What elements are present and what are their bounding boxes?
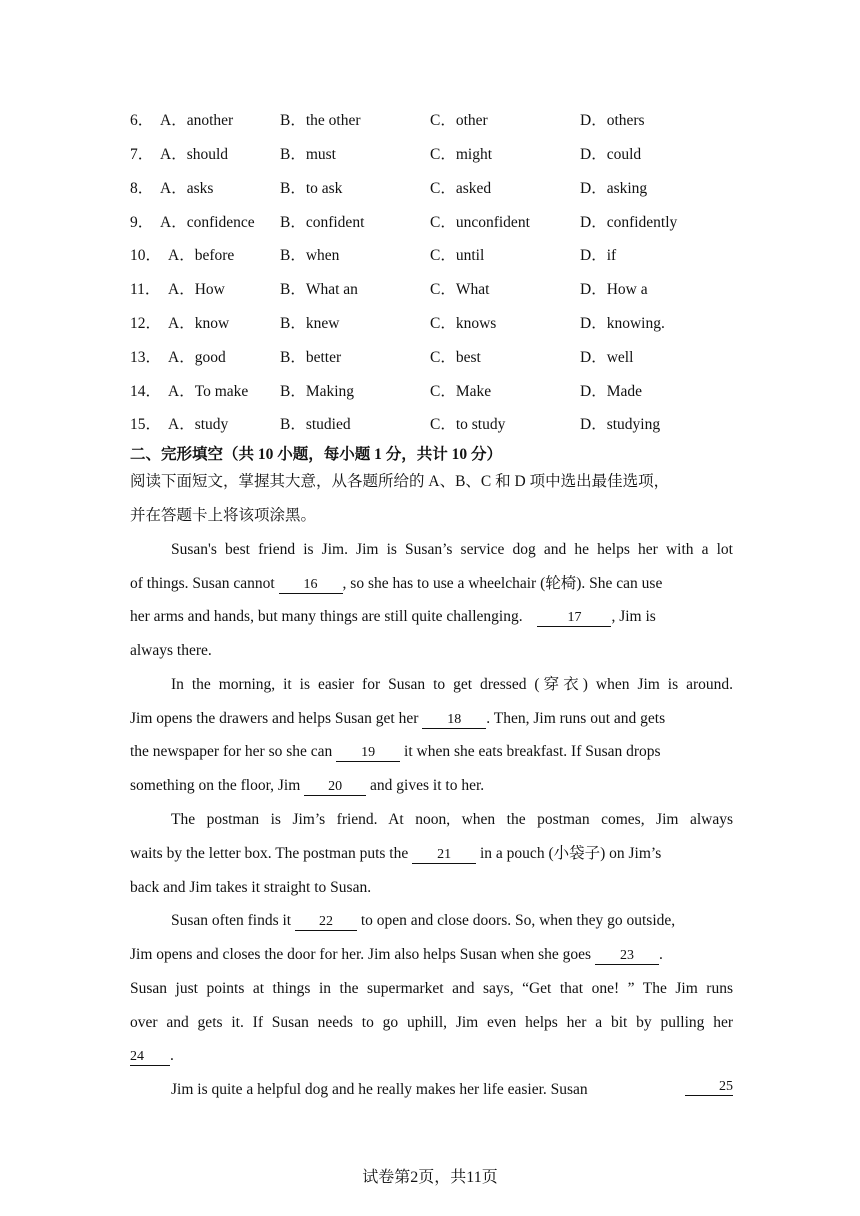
passage-text: of things. Susan cannot: [130, 575, 279, 592]
question-number: 11．: [130, 281, 161, 298]
option-c: C．unconfident: [430, 214, 530, 231]
option-c: C．asked: [430, 180, 492, 197]
question-number: 9．: [130, 214, 154, 231]
passage-text: .: [658, 946, 663, 963]
option-a: A．asks: [160, 180, 214, 197]
passage-text: in a pouch (小袋子) on Jim’s: [476, 845, 662, 862]
passage-text: it when she eats breakfast. If Susan drops: [400, 743, 661, 760]
option-c: C．What: [430, 281, 490, 298]
passage-line: Susan's best friend is Jim. Jim is Susan’s service dog and he helps her with a lot: [171, 541, 733, 558]
option-a: A．should: [160, 146, 229, 163]
passage-text: her arms and hands, but many things are still quite challenging.: [130, 608, 527, 625]
passage-text: the newspaper for her so she can: [130, 743, 337, 760]
option-d: D．studying: [580, 416, 661, 433]
option-c: C．Make: [430, 383, 492, 400]
option-d: D．others: [580, 112, 645, 129]
option-a: A．good: [168, 349, 226, 366]
passage-line: over and gets it. If Susan needs to go uphill, Jim even helps her a bit by pulling her: [130, 1014, 733, 1031]
passage-text: Susan often finds it: [171, 912, 295, 929]
passage-line: [130, 573, 733, 595]
option-b: B．studied: [280, 416, 351, 433]
instruction-line: 阅读下面短文，掌握其大意，从各题所给的 A、B、C 和 D 项中选出最佳选项，: [130, 473, 670, 490]
option-b: B．must: [280, 146, 336, 163]
option-c: C．other: [430, 112, 488, 129]
passage-text: Jim opens and closes the door for her. Jim also helps Susan when she goes: [130, 946, 595, 963]
question-number: 8．: [130, 180, 154, 197]
question-number: 7．: [130, 146, 154, 163]
option-d: D．asking: [580, 180, 648, 197]
blank-24[interactable]: 24: [130, 1049, 170, 1066]
option-d: D．confidently: [580, 214, 678, 231]
passage-line: always there.: [130, 642, 212, 659]
option-c: C．to study: [430, 416, 506, 433]
instruction-line: 并在答题卡上将该项涂黑。: [130, 507, 317, 524]
option-d: D．if: [580, 247, 617, 264]
option-d: D．Made: [580, 383, 642, 400]
option-b: B．when: [280, 247, 340, 264]
passage-text: to open and close doors. So, when they go outside,: [357, 912, 676, 929]
question-number: 14．: [130, 383, 162, 400]
option-c: C．might: [430, 146, 493, 163]
option-b: B．Making: [280, 383, 355, 400]
blank-16[interactable]: 16: [279, 577, 343, 594]
passage-line: [171, 910, 733, 932]
question-number: 10．: [130, 247, 162, 264]
option-d: D．How a: [580, 281, 648, 298]
passage-text: Jim is quite a helpful dog and he really makes her life easier. Susan: [171, 1081, 588, 1098]
passage-line: [130, 843, 733, 865]
option-a: A．confidence: [160, 214, 255, 231]
passage-text: Jim opens the drawers and helps Susan get her: [130, 710, 423, 727]
option-a: A．know: [168, 315, 230, 332]
option-d: D．knowing.: [580, 315, 665, 332]
blank-22[interactable]: 22: [295, 914, 357, 931]
blank-23[interactable]: 23: [595, 948, 659, 965]
passage-line: [171, 1079, 733, 1101]
option-a: A．before: [168, 247, 235, 264]
passage-line: [130, 606, 733, 628]
option-b: B．better: [280, 349, 342, 366]
option-c: C．until: [430, 247, 485, 264]
blank-20[interactable]: 20: [304, 779, 366, 796]
option-b: B．the other: [280, 112, 361, 129]
question-number: 13．: [130, 349, 162, 366]
question-number: 12．: [130, 315, 162, 332]
option-d: D．could: [580, 146, 642, 163]
option-b: B．to ask: [280, 180, 343, 197]
passage-text: . Then, Jim runs out and gets: [486, 710, 666, 727]
passage-line: [130, 1045, 733, 1067]
option-a: A．study: [168, 416, 229, 433]
passage-text: something on the floor, Jim: [130, 777, 305, 794]
passage-line: back and Jim takes it straight to Susan.: [130, 879, 372, 896]
option-b: B．confident: [280, 214, 365, 231]
option-a: A．another: [160, 112, 234, 129]
passage-line: [130, 944, 733, 966]
passage-line: In the morning, it is easier for Susan to get dressed (穿衣) when Jim is around.: [171, 676, 733, 693]
option-a: A．How: [168, 281, 225, 298]
option-c: C．knows: [430, 315, 497, 332]
option-d: D．well: [580, 349, 634, 366]
question-number: 6．: [130, 112, 154, 129]
option-c: C．best: [430, 349, 481, 366]
passage-text: , so she has to use a wheelchair (轮椅). She can use: [342, 575, 663, 592]
option-b: B．What an: [280, 281, 358, 298]
blank-25[interactable]: 25: [685, 1079, 733, 1096]
blank-21[interactable]: 21: [412, 847, 476, 864]
passage-text: waits by the letter box. The postman puts the: [130, 845, 413, 862]
section-title: 二、完形填空（共 10 小题，每小题 1 分，共计 10 分）: [130, 446, 503, 463]
option-a: A．To make: [168, 383, 249, 400]
passage-line: [130, 741, 733, 763]
blank-18[interactable]: 18: [422, 712, 486, 729]
passage-text: .: [170, 1047, 174, 1064]
passage-line: [130, 708, 733, 730]
passage-line: Susan just points at things in the supermarket and says, “Get that one! ” The Jim runs: [130, 980, 733, 997]
passage-line: The postman is Jim’s friend. At noon, when the postman comes, Jim always: [171, 811, 733, 828]
blank-17[interactable]: 17: [537, 610, 611, 627]
question-number: 15．: [130, 416, 162, 433]
passage-text: , Jim is: [611, 608, 656, 625]
passage-text: and gives it to her.: [366, 777, 485, 794]
option-b: B．knew: [280, 315, 340, 332]
page-footer: 试卷第2页，共11页: [362, 1169, 498, 1186]
passage-line: [130, 775, 733, 797]
blank-19[interactable]: 19: [336, 745, 400, 762]
